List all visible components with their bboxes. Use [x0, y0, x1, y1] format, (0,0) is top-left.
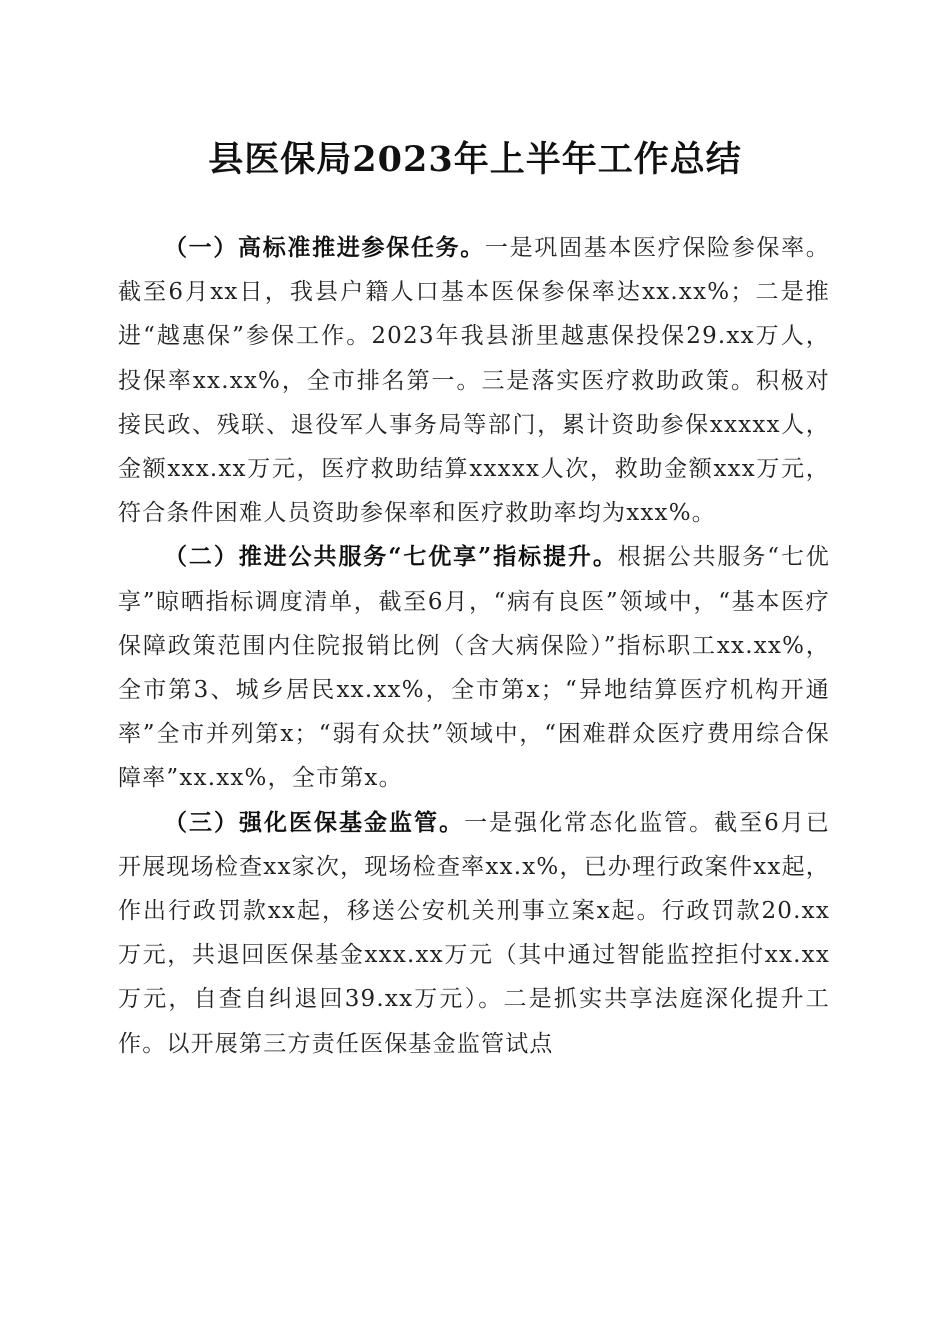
paragraph-1-text: 一是巩固基本医疗保险参保率。截至6月xx日，我县户籍人口基本医保参保率达xx.xx%；二是推进“越惠保”参保工作。2023年我县浙里越惠保投保29.xx万人，投保率xx.xx%，全市排名第一。三是落实医疗救助政策。积极对接民政、残联、退役军人事务局等部门，累计资助参保xxxxx人，金额xxx.xx万元，医疗救助结算xxxxx人次，救助金额xxx万元，符合条件困难人员资助参保率和医疗救助率均为xxx%。: [118, 235, 830, 527]
paragraph-2: [118, 535, 830, 800]
paragraph-1: [118, 226, 830, 535]
paragraph-3: [118, 801, 830, 1066]
document-title: 县医保局2023年上半年工作总结: [208, 139, 742, 180]
paragraph-3-text: 一是强化常态化监管。截至6月已开展现场检查xx家次，现场检查率xx.x%，已办理行政案件xx起，作出行政罚款xx起，移送公安机关刑事立案x起。行政罚款20.xx万元，共退回医保基金xxx.xx万元（其中通过智能监控拒付xx.xx万元，自查自纠退回39.xx万元）。二是抓实共享法庭深化提升工作。以开展第三方责任医保基金监管试点: [118, 809, 830, 1057]
paragraph-2-heading: （二）推进公共服务“七优享”指标提升。: [164, 543, 618, 571]
paragraph-2-text: 根据公共服务“七优享”晾晒指标调度清单，截至6月，“病有良医”领域中，“基本医疗保障政策范围内住院报销比例（含大病保险）”指标职工xx.xx%，全市第3、城乡居民xx.xx%，全市第x；“异地结算医疗机构开通率”全市并列第x；“弱有众扶”领域中，“困难群众医疗费用综合保障率”xx.xx%，全市第x。: [118, 544, 831, 792]
paragraph-1-heading: （一）高标准推进参保任务。: [164, 234, 485, 261]
paragraph-3-heading: （三）强化医保基金监管。: [164, 808, 465, 836]
document-body: [118, 226, 830, 1066]
